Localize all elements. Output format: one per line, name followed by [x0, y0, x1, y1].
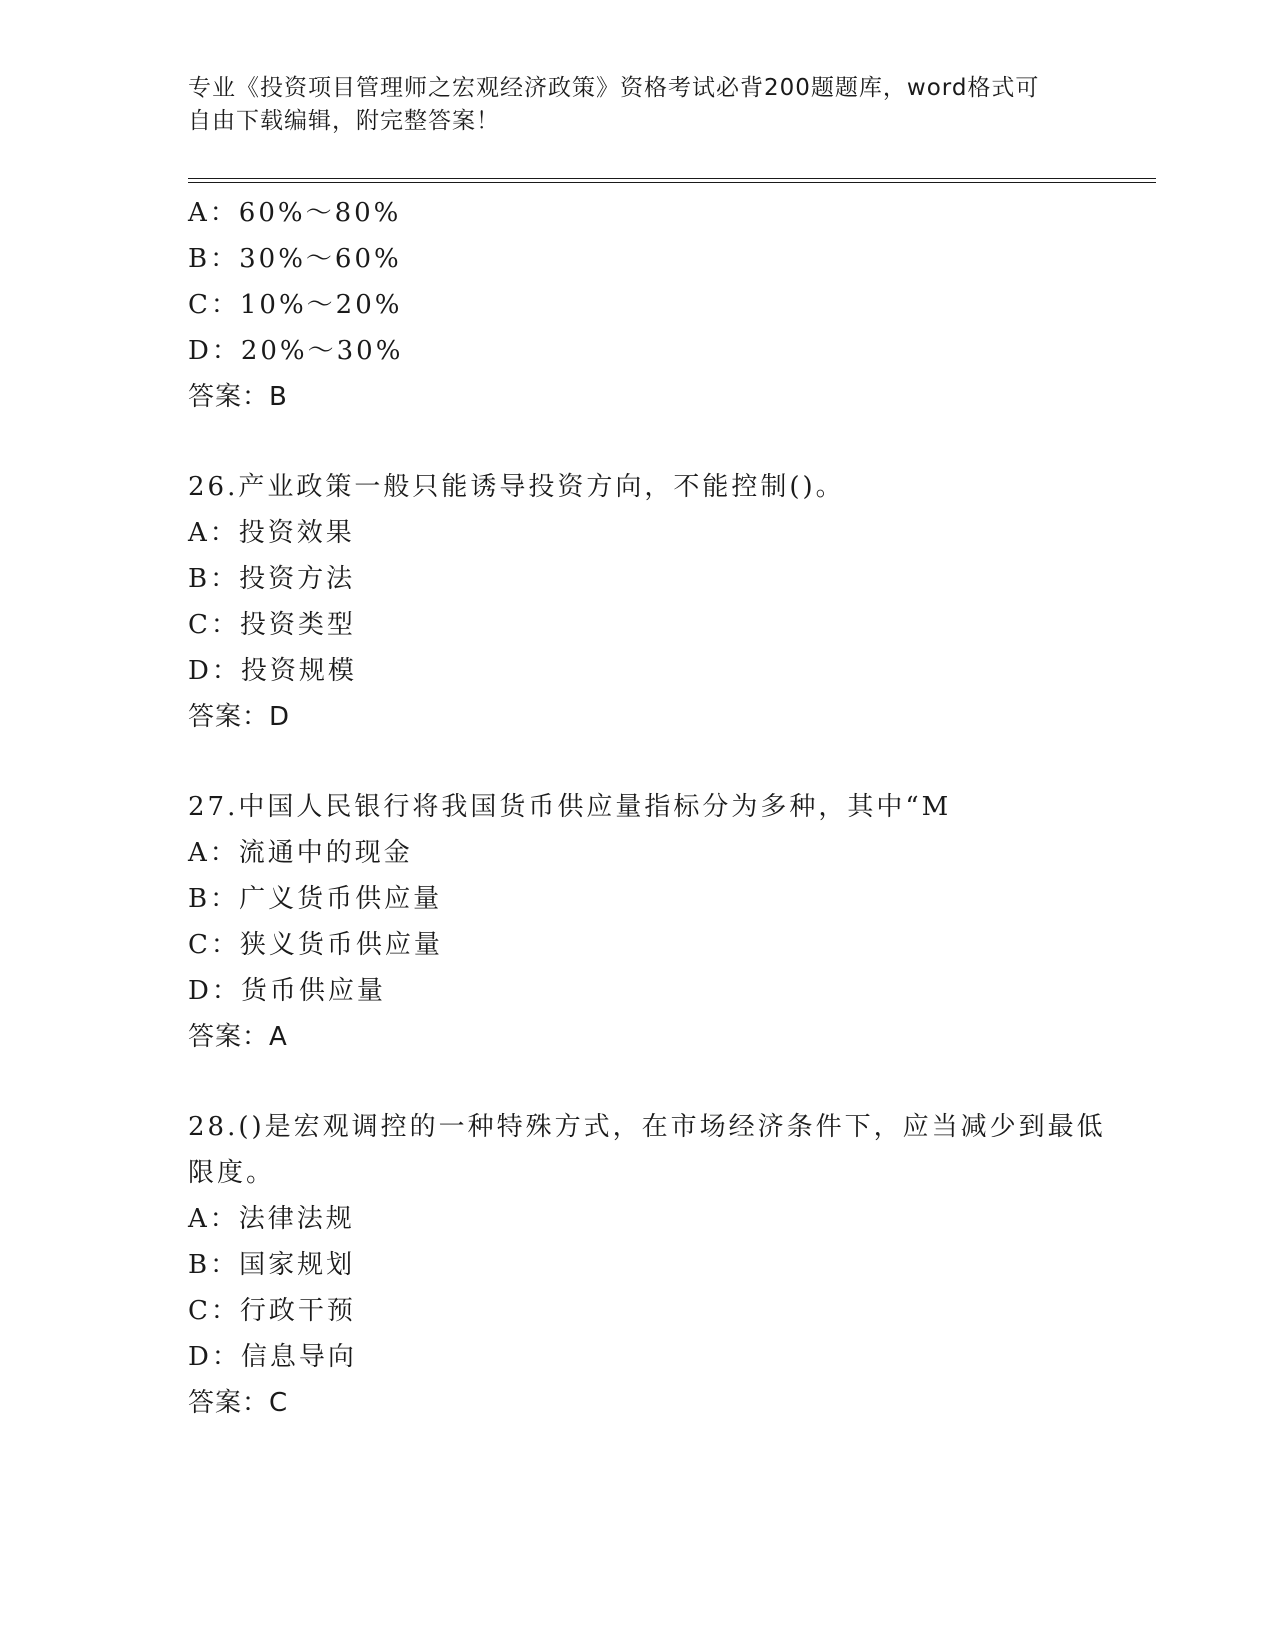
question-26	[188, 464, 1108, 740]
header-divider-second	[188, 182, 1156, 183]
option-a: A：流通中的现金	[188, 838, 413, 868]
option-d: D：20%～30%	[188, 336, 404, 366]
answer-line: 答案：D	[188, 702, 291, 732]
option-d: D：信息导向	[188, 1342, 357, 1372]
option-c: C：10%～20%	[188, 290, 403, 320]
option-a: A：投资效果	[188, 518, 355, 548]
question-28	[188, 1104, 1108, 1426]
option-c: C：投资类型	[188, 610, 356, 640]
option-c: C：行政干预	[188, 1296, 356, 1326]
option-b: B：30%～60%	[188, 244, 402, 274]
option-d: D：投资规模	[188, 656, 357, 686]
answer-line: 答案：A	[188, 1022, 288, 1052]
option-b: B：国家规划	[188, 1250, 356, 1280]
document-header: 专业《投资项目管理师之宏观经济政策》资格考试必背200题题库，word格式可 自由下载编辑，附完整答案！	[188, 75, 1040, 134]
header-divider	[188, 178, 1156, 179]
question-stem: 28.()是宏观调控的一种特殊方式，在市场经济条件下，应当减少到最低限度。	[188, 1112, 1106, 1188]
option-d: D：货币供应量	[188, 976, 386, 1006]
question-stem: 26.产业政策一般只能诱导投资方向，不能控制()。	[188, 472, 845, 502]
question-27	[188, 784, 1108, 1060]
question-25-continued	[188, 190, 1108, 420]
option-a: A：法律法规	[188, 1204, 355, 1234]
option-c: C：狭义货币供应量	[188, 930, 443, 960]
answer-line: 答案：C	[188, 1388, 289, 1418]
question-stem: 27.中国人民银行将我国货币供应量指标分为多种，其中“M	[188, 792, 952, 822]
question-list	[188, 190, 1108, 1426]
option-b: B：投资方法	[188, 564, 356, 594]
option-a: A：60%～80%	[188, 198, 402, 228]
answer-line: 答案：B	[188, 382, 288, 412]
option-b: B：广义货币供应量	[188, 884, 443, 914]
